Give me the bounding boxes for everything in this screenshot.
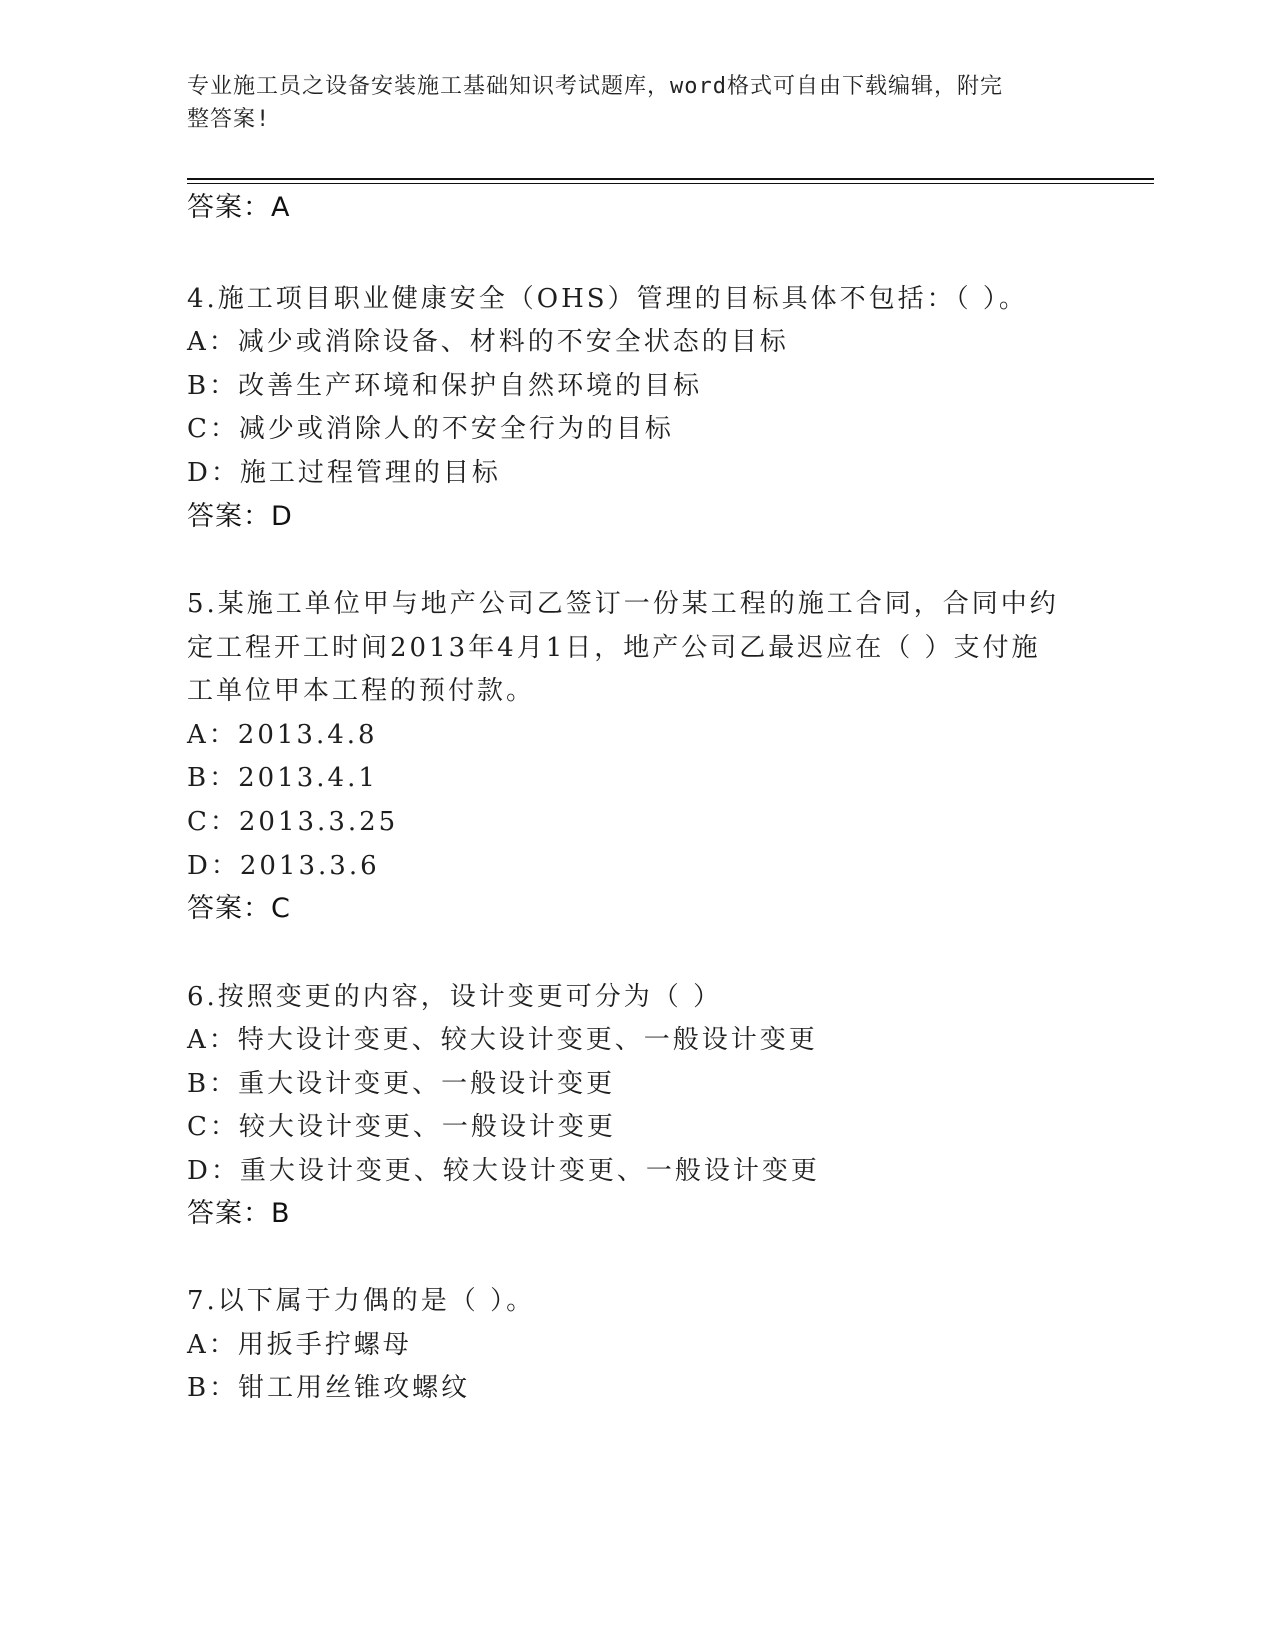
question-4-option-d: D：施工过程管理的目标 [187,458,501,488]
question-6-option-b: B：重大设计变更、一般设计变更 [187,1069,616,1099]
question-5-option-d: D：2013.3.6 [187,851,380,881]
document-header [187,70,1067,136]
answer-q6: 答案：B [187,1198,291,1229]
question-7-text: 7.以下属于力偶的是（ ）。 [187,1286,536,1316]
question-6-option-d: D：重大设计变更、较大设计变更、一般设计变更 [187,1156,820,1186]
question-5-option-b: B：2013.4.1 [187,763,378,793]
header-title-line-2: 整答案! [187,107,271,132]
question-5-text-line-2: 定工程开工时间2013年4月1日，地产公司乙最迟应在（ ）支付施 [187,633,1041,663]
question-7-option-a: A：用扳手拧螺母 [187,1330,412,1360]
answer-q5: 答案：C [187,893,291,924]
header-divider-thick [187,178,1154,180]
answer-q4: 答案：D [187,501,293,532]
question-5-text-line-1: 5.某施工单位甲与地产公司乙签订一份某工程的施工合同，合同中约 [187,589,1059,619]
question-6-option-c: C：较大设计变更、一般设计变更 [187,1112,616,1142]
question-4-text: 4.施工项目职业健康安全（OHS）管理的目标具体不包括：（ ）。 [187,284,1028,314]
question-4-option-c: C：减少或消除人的不安全行为的目标 [187,414,674,444]
question-5-option-c: C：2013.3.25 [187,807,399,837]
answer-q3: 答案：A [187,192,291,223]
question-5-text-line-3: 工单位甲本工程的预付款。 [187,676,536,706]
header-divider-thin [187,183,1154,184]
question-5-option-a: A：2013.4.8 [187,720,378,750]
question-4-option-a: A：减少或消除设备、材料的不安全状态的目标 [187,327,789,357]
header-title-line-1: 专业施工员之设备安装施工基础知识考试题库，word格式可自由下载编辑，附完 [187,74,1003,99]
question-6-text: 6.按照变更的内容，设计变更可分为（ ） [187,982,723,1012]
question-6-option-a: A：特大设计变更、较大设计变更、一般设计变更 [187,1025,818,1055]
question-7-option-b: B：钳工用丝锥攻螺纹 [187,1373,471,1403]
question-4-option-b: B：改善生产环境和保护自然环境的目标 [187,371,703,401]
